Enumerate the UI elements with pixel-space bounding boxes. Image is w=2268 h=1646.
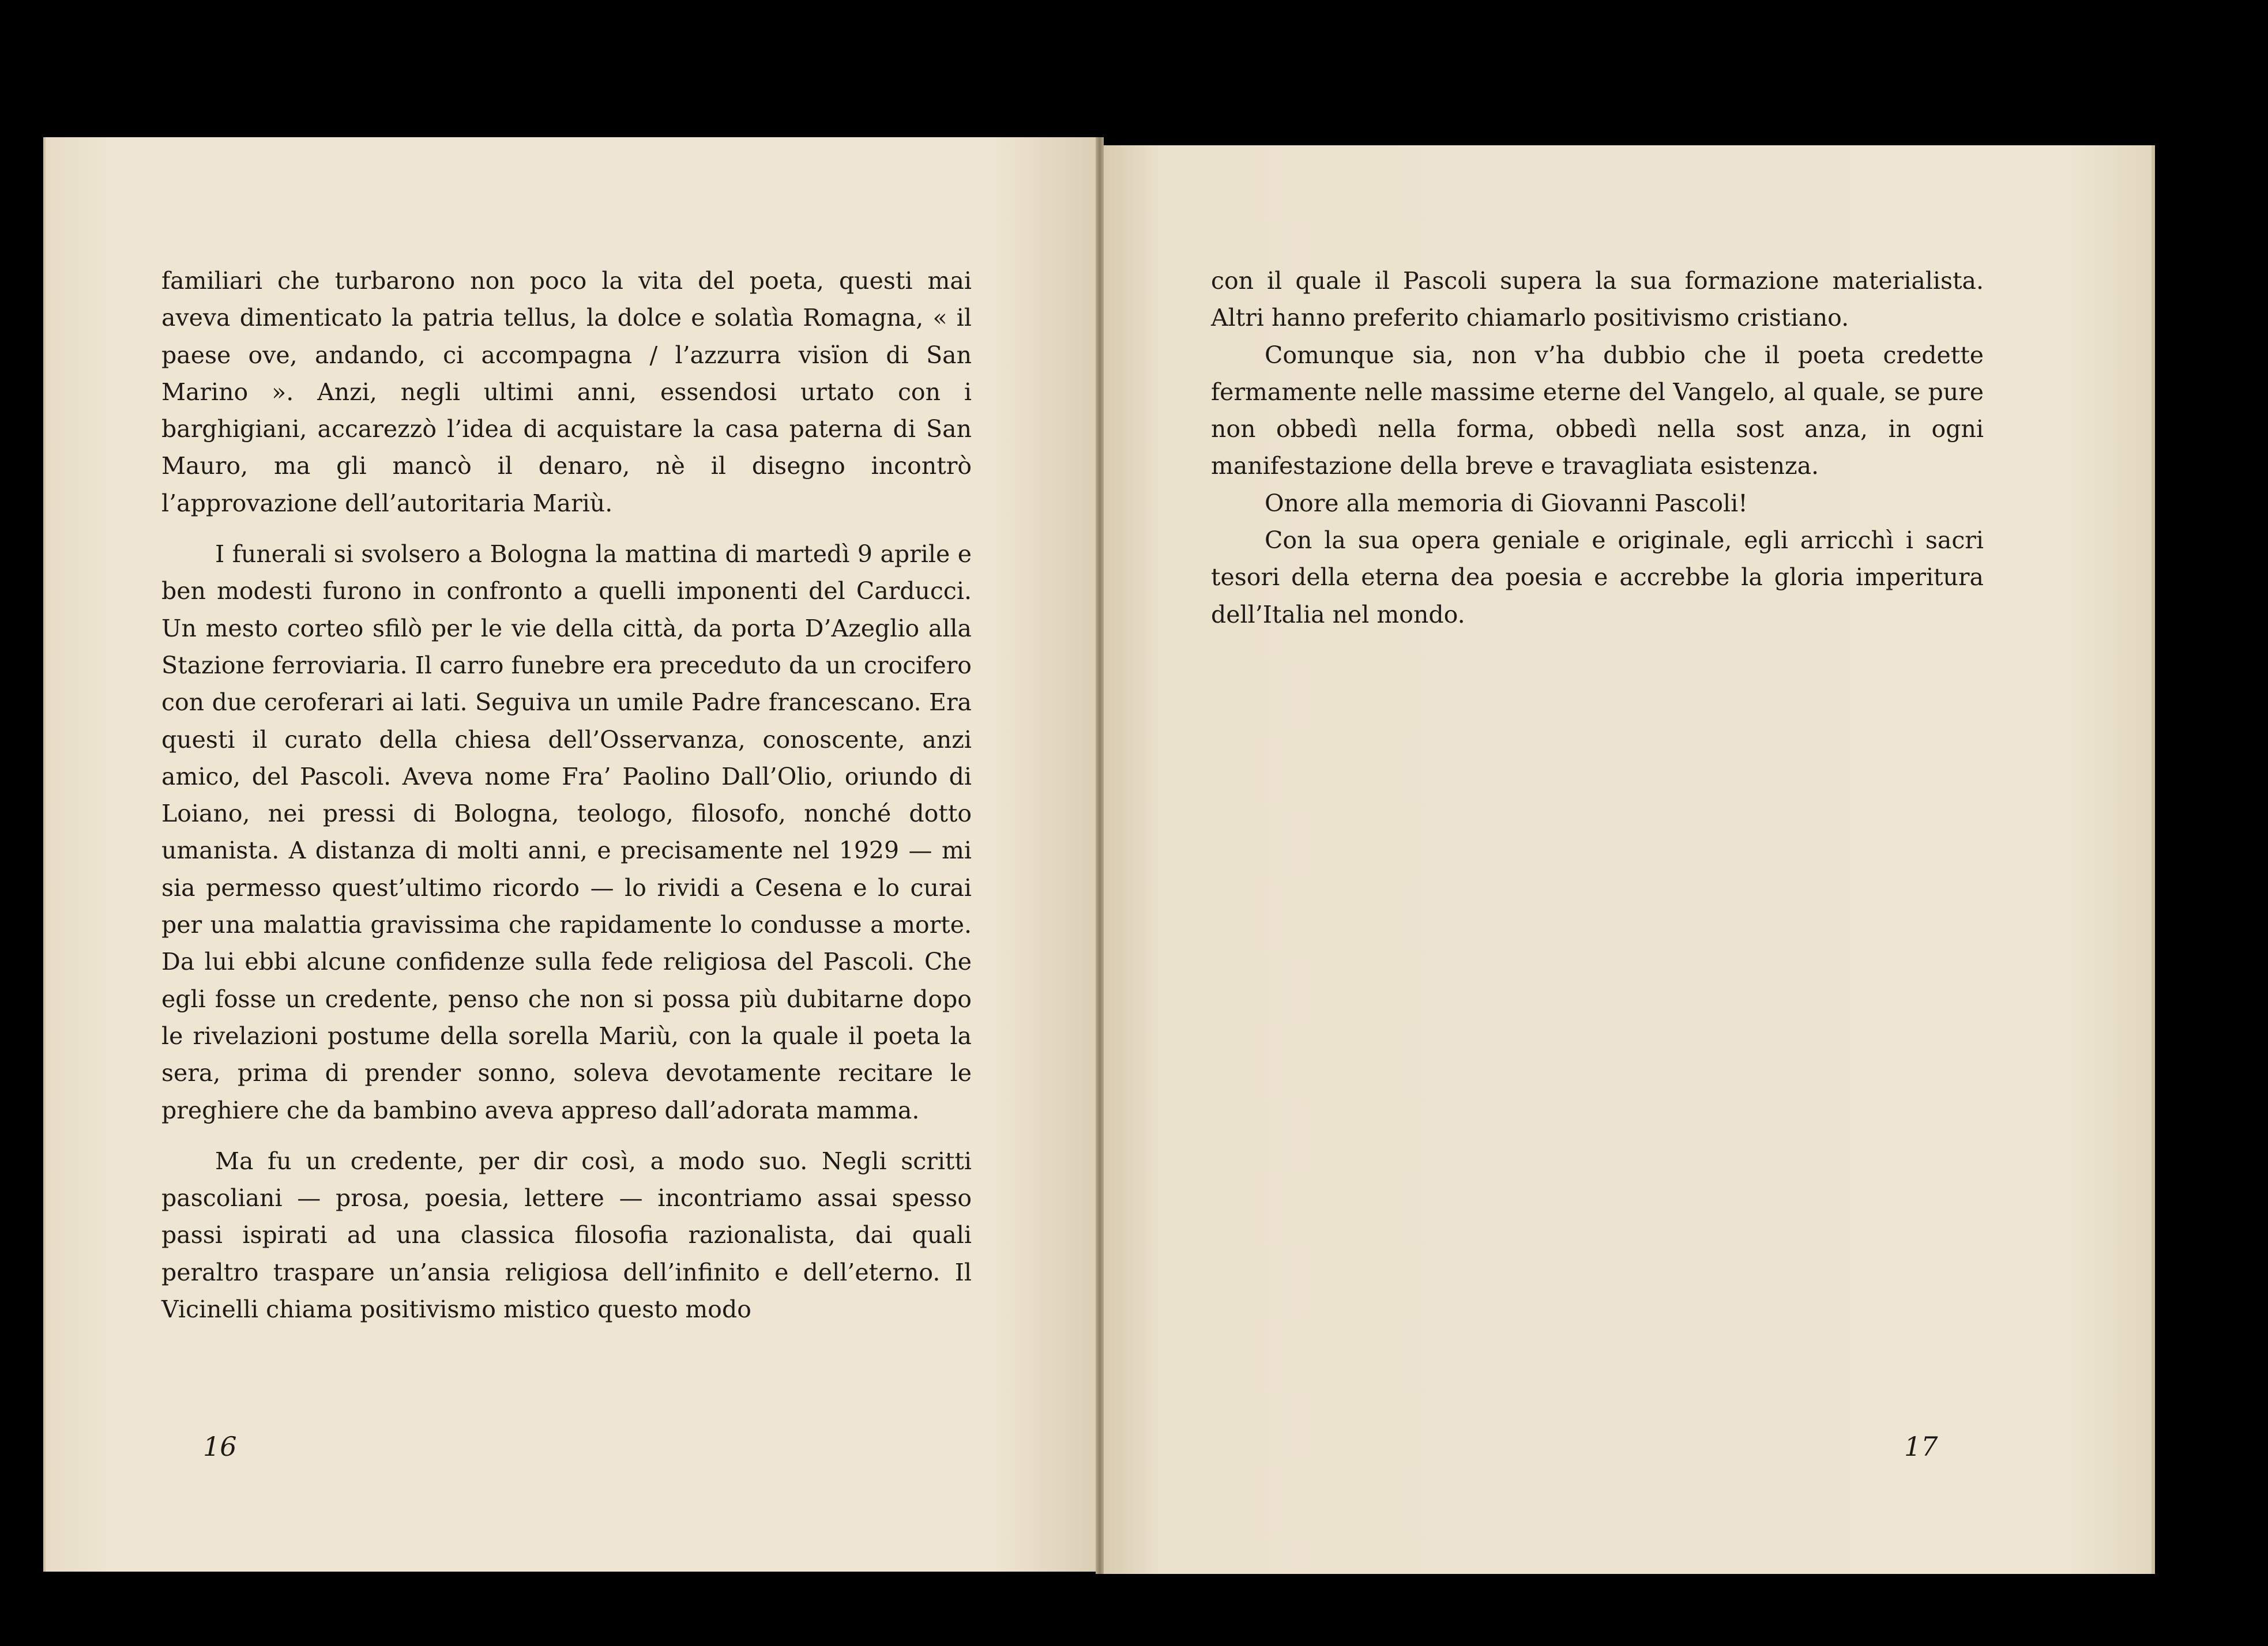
right-paragraph-4: Con la sua opera geniale e originale, egli arricchì i sacri tesori della eterna dea poesia e accrebbe la gloria imperitura dell’Italia nel mondo.	[1211, 526, 1984, 628]
right-paragraph-2: Comunque sia, non v’ha dubbio che il poeta credette fermamente nelle massime eterne del Vangelo, al quale, se pure non obbedì nella forma, obbedì nella sost anza, in ogni manifestazione della breve e travagliata esistenza.	[1211, 341, 1984, 480]
right-page-number: 17	[1904, 1431, 1938, 1462]
right-page-text	[1211, 262, 1984, 633]
left-paragraph-2: I funerali si svolsero a Bologna la mattina di martedì 9 aprile e ben modesti furono in confronto a quelli imponenti del Carducci. Un mesto corteo sfilò per le vie della città, da porta D’Azeglio alla Stazione ferroviaria. Il carro funebre era preceduto da un crocifero con due ceroferari ai lati. Seguiva un umile Padre francescano. Era questi il curato della chiesa dell’Osservanza, conoscente, anzi amico, del Pascoli. Aveva nome Fra’ Paolino Dall’Olio, oriundo di Loiano, nei pressi di Bologna, teologo, filosofo, nonché dotto umanista. A distanza di molti anni, e precisamente nel 1929 — mi sia permesso quest’ultimo ricordo — lo rividi a Cesena e lo curai per una malattia gravissima che rapidamente lo condusse a morte. Da lui ebbi alcune confidenze sulla fede religiosa del Pascoli. Che egli fosse un credente, penso che non si possa più dubitarne dopo le rivelazioni postume della sorella Mariù, con la quale il poeta la sera, prima di prender sonno, soleva devotamente recitare le preghiere che da bambino aveva appreso dall’adorata mamma.	[161, 540, 972, 1124]
left-page-number: 16	[203, 1431, 237, 1462]
left-paragraph-3: Ma fu un credente, per dir così, a modo suo. Negli scritti pascoliani — prosa, poesia, lettere — incontriamo assai spesso passi ispirati ad una classica filosofia razionalista, dai quali peraltro traspare un’ansia religiosa dell’infinito e dell’eterno. Il Vicinelli chiama positivismo mistico questo modo	[161, 1147, 972, 1324]
left-paragraph-1: familiari che turbarono non poco la vita del poeta, questi mai aveva dimenticato la patria tellus, la dolce e solatìa Romagna, « il paese ove, andando, ci accompagna / l’azzurra visïon di San Marino ». Anzi, negli ultimi anni, essendosi urtato con i barghigiani, accarezzò l’idea di acquistare la casa paterna di San Mauro, ma gli mancò il denaro, nè il disegno incontrò l’approvazione dell’autoritaria Mariù.	[161, 267, 972, 517]
right-paragraph-1: con il quale il Pascoli supera la sua formazione materialista. Altri hanno preferito chiamarlo positivismo cristiano.	[1211, 267, 1984, 332]
left-page-text	[161, 262, 972, 1328]
book-gutter	[1096, 137, 1104, 1574]
right-paragraph-3: Onore alla memoria di Giovanni Pascoli!	[1265, 489, 1748, 517]
